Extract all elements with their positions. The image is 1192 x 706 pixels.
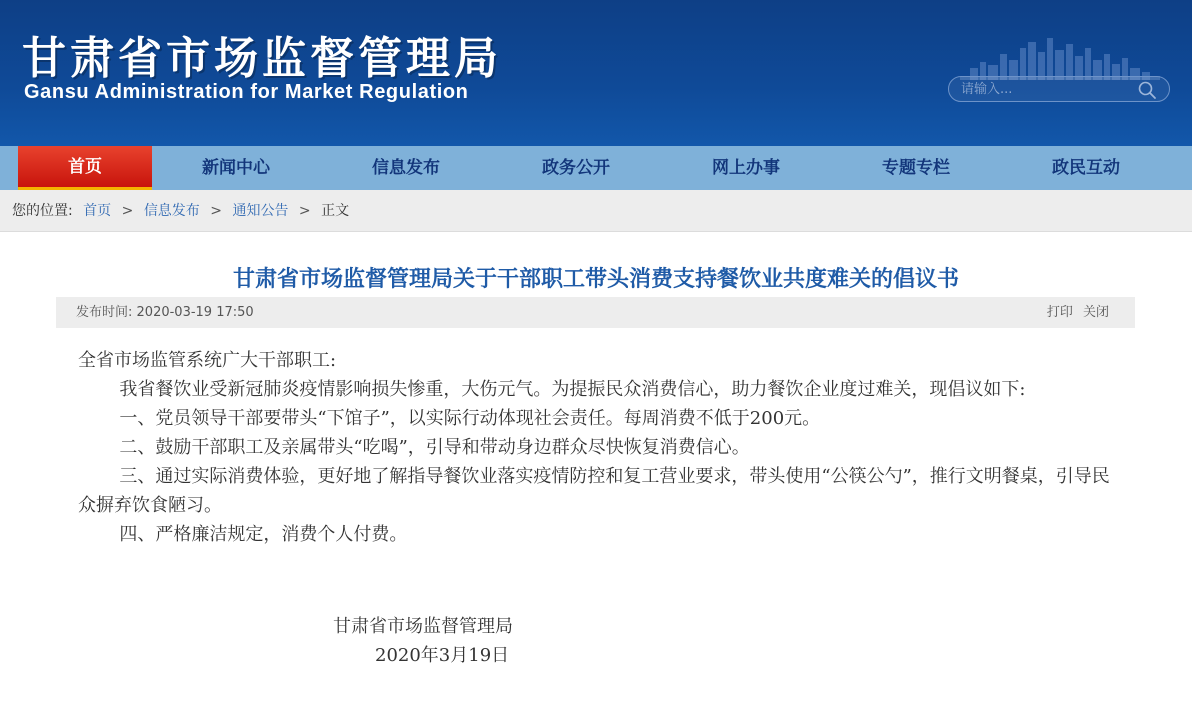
nav-item-topics[interactable]: 专题专栏 xyxy=(882,158,950,178)
nav-item-news[interactable]: 新闻中心 xyxy=(202,158,270,178)
article-title: 甘肃省市场监督管理局关于干部职工带头消费支持餐饮业共度难关的倡议书 xyxy=(232,266,959,292)
nav-item-interaction[interactable]: 政民互动 xyxy=(1052,158,1120,178)
publish-time-value: 2020-03-19 17:50 xyxy=(136,305,254,320)
nav-item-info[interactable]: 信息发布 xyxy=(372,158,440,178)
breadcrumb-prefix: 您的位置: xyxy=(12,203,73,219)
nav-item-gov-affairs[interactable]: 政务公开 xyxy=(542,158,610,178)
article-actions xyxy=(1041,297,1109,328)
breadcrumb-separator: > xyxy=(210,203,222,219)
article-paragraph: 一、党员领导干部要带头“下馆子”，以实际行动体现社会责任。每周消费不低于200元。 xyxy=(119,408,821,429)
article-paragraph: 三、通过实际消费体验，更好地了解指导餐饮业落实疫情防控和复工营业要求，带头使用“公筷公勺”，推行文明餐桌，引导民众摒弃饮食陋习。 xyxy=(78,466,1110,516)
search-icon[interactable] xyxy=(1137,80,1157,100)
article-meta-bar xyxy=(56,297,1135,328)
breadcrumb-link-info[interactable]: 信息发布 xyxy=(143,203,200,219)
article-signature: 甘肃省市场监督管理局 xyxy=(333,616,513,637)
breadcrumb xyxy=(0,190,1192,232)
breadcrumb-separator: > xyxy=(121,203,134,219)
article-paragraph: 二、鼓励干部职工及亲属带头“吃喝”，引导和带动身边群众尽快恢复消费信心。 xyxy=(119,437,750,458)
article-paragraph: 四、严格廉洁规定，消费个人付费。 xyxy=(119,524,408,545)
nav-item-home[interactable]: 首页 xyxy=(18,146,152,190)
article-salutation: 全省市场监管系统广大干部职工: xyxy=(78,350,337,371)
breadcrumb-link-home[interactable]: 首页 xyxy=(83,203,112,219)
breadcrumb-link-notices[interactable]: 通知公告 xyxy=(232,203,289,219)
main-nav xyxy=(0,146,1192,190)
search-box[interactable] xyxy=(948,76,1170,102)
site-title-en: Gansu Administration for Market Regulation xyxy=(24,81,469,103)
article-body xyxy=(78,346,1110,549)
breadcrumb-current: 正文 xyxy=(321,203,350,219)
publish-time-label: 发布时间: xyxy=(76,305,133,320)
close-link[interactable]: 关闭 xyxy=(1082,305,1109,320)
search-input[interactable] xyxy=(961,79,1131,99)
article-sign-date: 2020年3月19日 xyxy=(375,645,510,666)
article-paragraph: 我省餐饮业受新冠肺炎疫情影响损失惨重，大伤元气。为提振民众消费信心，助力餐饮企业度过难关，现倡议如下: xyxy=(119,379,1026,400)
site-title-cn[interactable]: 甘肃省市场监督管理局 xyxy=(22,33,502,84)
city-skyline-graphic xyxy=(960,30,1160,80)
publish-time xyxy=(76,297,254,328)
nav-item-online-services[interactable]: 网上办事 xyxy=(712,158,780,178)
breadcrumb-separator: > xyxy=(298,203,311,219)
print-link[interactable]: 打印 xyxy=(1046,305,1073,320)
site-header xyxy=(0,0,1192,146)
